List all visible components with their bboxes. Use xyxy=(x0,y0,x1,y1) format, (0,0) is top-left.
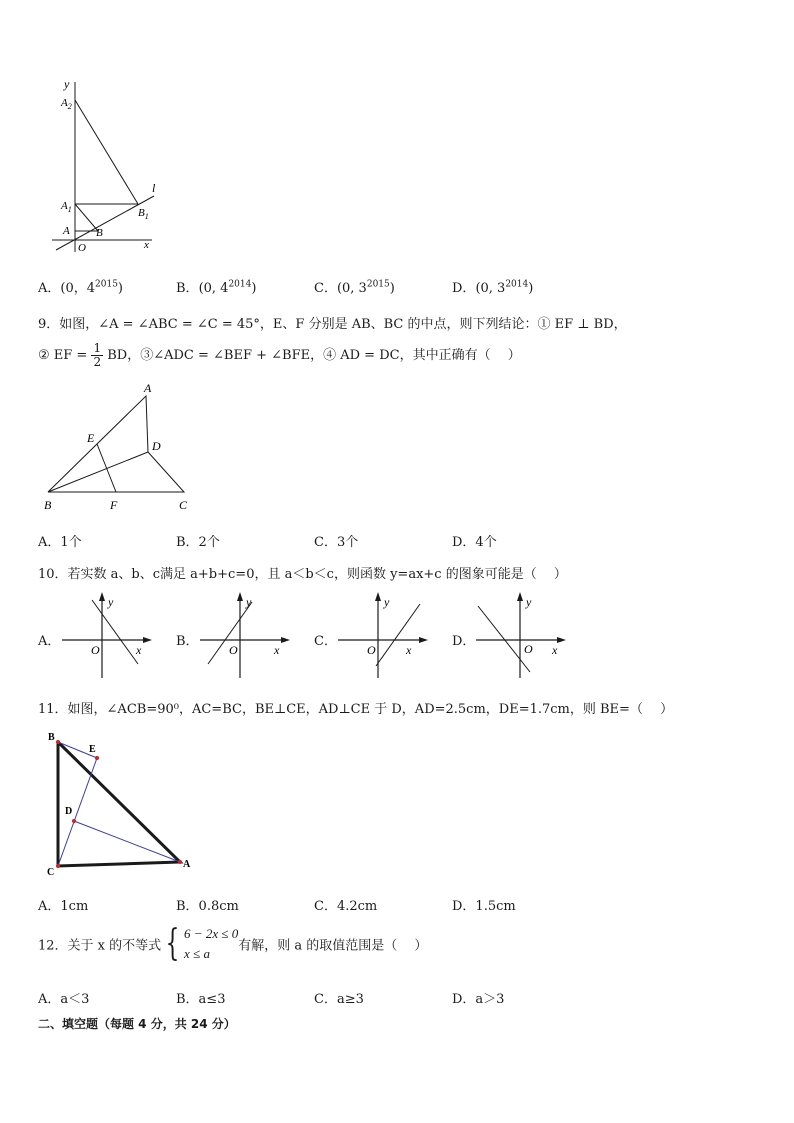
q8-option-d[interactable]: D．(0, $3^{2014}$) xyxy=(452,279,534,296)
label-d: D xyxy=(65,806,73,817)
label-e: E xyxy=(87,431,95,445)
label-c: C xyxy=(47,867,55,876)
label-e: E xyxy=(89,744,96,755)
q10-graph-d[interactable] xyxy=(474,592,570,680)
q10-option-b-label[interactable]: B． xyxy=(176,634,199,649)
q12-option-d[interactable]: D．a＞3 xyxy=(452,992,505,1007)
y-axis-label: y xyxy=(246,595,252,609)
q12-option-c[interactable]: C．a≥3 xyxy=(314,992,364,1007)
label-b1: $B_1$ xyxy=(138,207,149,221)
label-d: D xyxy=(152,439,161,453)
q11-option-a[interactable]: A．1cm xyxy=(38,899,89,914)
q8-option-c[interactable]: C．(0, $3^{2015}$) xyxy=(314,279,395,296)
q8-option-b[interactable]: B．(0, $4^{2014}$) xyxy=(176,279,257,296)
q9-option-c[interactable]: C．3个 xyxy=(314,535,359,550)
q10-graph-a[interactable] xyxy=(60,592,156,680)
y-axis-label: y xyxy=(64,77,70,91)
label-a1: $A_1$ xyxy=(61,200,72,214)
q9-triangle-figure xyxy=(38,380,198,515)
section-heading-fill-in-blank: 二、填空题（每题 4 分，共 24 分） xyxy=(38,1017,236,1031)
q8-coordinate-figure xyxy=(48,76,168,256)
q8-option-a[interactable]: A．(0，$4^{2015}$) xyxy=(38,279,123,296)
q11-option-d[interactable]: D．1.5cm xyxy=(452,899,516,914)
y-axis-label: y xyxy=(108,595,114,609)
x-axis-label: x xyxy=(144,239,149,251)
x-axis-label: x xyxy=(406,643,412,657)
label-a2: $A_2$ xyxy=(61,97,72,111)
label-o: O xyxy=(78,242,86,254)
label-a: A xyxy=(144,381,152,395)
label-f: F xyxy=(110,498,118,512)
line-l-label: l xyxy=(152,181,156,195)
q12-stem: 12．关于 x 的不等式 { 6 − 2x ≤ 0 x ≤ a 有解，则 a 的取值范围是（ ） xyxy=(38,923,428,964)
q11-stem: 11．如图，∠ACB=90⁰，AC=BC，BE⊥CE，AD⊥CE 于 D，AD=2.5cm，DE=1.7cm，则 BE=（ ） xyxy=(38,702,674,717)
label-a: A xyxy=(183,859,191,870)
x-axis-label: x xyxy=(274,643,280,657)
origin-label: O xyxy=(367,643,376,657)
q9-option-d[interactable]: D．4个 xyxy=(452,535,497,550)
inequality-system: 6 − 2x ≤ 0 x ≤ a xyxy=(184,926,239,961)
label-b: B xyxy=(48,732,55,743)
label-b: B xyxy=(44,498,52,512)
q10-graph-b[interactable] xyxy=(198,592,294,680)
origin-label: O xyxy=(91,643,100,657)
x-axis-label: x xyxy=(552,643,558,657)
origin-label: O xyxy=(524,642,533,656)
label-b: B xyxy=(96,227,103,239)
q10-stem: 10．若实数 a、b、c满足 a+b+c=0，且 a＜b＜c，则函数 y=ax+c 的图象可能是（ ） xyxy=(38,567,567,582)
q11-option-c[interactable]: C．4.2cm xyxy=(314,899,378,914)
q11-option-b[interactable]: B．0.8cm xyxy=(176,899,239,914)
fraction-one-half: $\frac{1}{2}$ xyxy=(93,341,102,369)
q11-triangle-figure xyxy=(40,728,200,876)
x-axis-label: x xyxy=(136,643,142,657)
q10-option-c-label[interactable]: C． xyxy=(314,634,337,649)
q9-option-b[interactable]: B．2个 xyxy=(176,535,220,550)
q12-option-b[interactable]: B．a≤3 xyxy=(176,992,226,1007)
y-axis-label: y xyxy=(526,595,532,609)
q9-stem-line1: 9．如图，∠A = ∠ABC = ∠C = 45°，E、F 分别是 AB、BC 的中点，则下列结论：① EF ⊥ BD， xyxy=(38,317,627,332)
label-c: C xyxy=(179,498,188,512)
left-brace-icon: { xyxy=(165,923,180,964)
origin-label: O xyxy=(229,643,238,657)
y-axis-label: y xyxy=(384,595,390,609)
q10-option-d-label[interactable]: D． xyxy=(452,634,476,649)
q10-option-a-label[interactable]: A． xyxy=(38,634,61,649)
label-a: A xyxy=(63,225,70,237)
q9-option-a[interactable]: A．1个 xyxy=(38,535,82,550)
q10-graph-c[interactable] xyxy=(336,592,432,680)
q12-option-a[interactable]: A．a＜3 xyxy=(38,992,90,1007)
q9-stem-line2: ② EF = $\frac{1}{2}$ BD，③∠ADC = ∠BEF + ∠BFE，④ AD = DC，其中正确有（ ） xyxy=(38,341,521,369)
